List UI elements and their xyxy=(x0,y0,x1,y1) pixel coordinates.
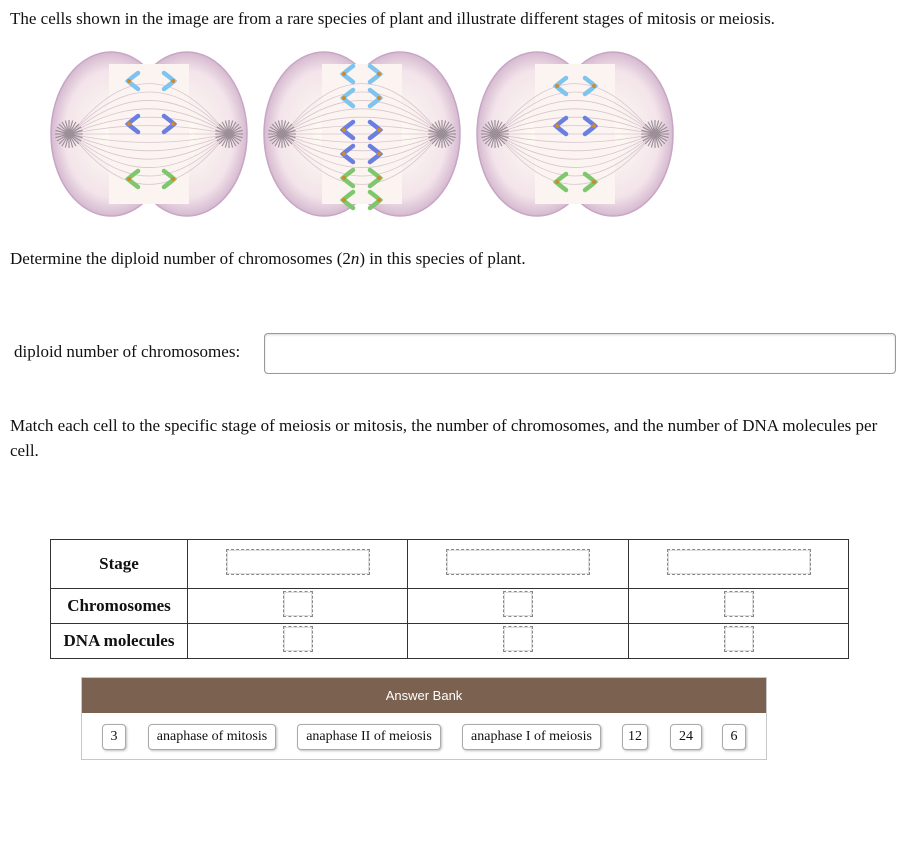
cell-2-stage-slot[interactable] xyxy=(408,540,629,589)
chromosomes-row xyxy=(51,589,849,624)
answer-chip[interactable]: anaphase II of meiosis xyxy=(297,724,441,750)
cell-3-image xyxy=(477,52,673,216)
diploid-input[interactable] xyxy=(264,333,896,374)
diploid-label: diploid number of chromosomes: xyxy=(14,342,241,361)
question-intro: The cells shown in the image are from a rare species of plant and illustrate different stages of mitosis or meiosis. xyxy=(10,9,775,28)
cell-3-dna-slot[interactable] xyxy=(629,624,849,659)
cell-2-image xyxy=(264,52,460,216)
match-prompt: Match each cell to the specific stage of meiosis or mitosis, the number of chromosomes, and the number of DNA molecules per cell. xyxy=(10,416,878,460)
cell-3-chromosomes-slot[interactable] xyxy=(629,589,849,624)
cell-3-stage-slot[interactable] xyxy=(629,540,849,589)
cell-1-chromosomes-slot[interactable] xyxy=(188,589,408,624)
drop-target[interactable] xyxy=(283,591,313,617)
row-header-chromosomes: Chromosomes xyxy=(51,589,188,624)
drop-target[interactable] xyxy=(667,549,811,575)
answer-chip[interactable]: 12 xyxy=(622,724,648,750)
drop-target[interactable] xyxy=(503,626,533,652)
answer-chip[interactable]: anaphase I of meiosis xyxy=(462,724,601,750)
drop-target[interactable] xyxy=(724,591,754,617)
cell-1-image xyxy=(51,52,247,216)
cell-2-chromosomes-slot[interactable] xyxy=(408,589,629,624)
cell-2-dna-slot[interactable] xyxy=(408,624,629,659)
dna-row xyxy=(51,624,849,659)
answer-chip[interactable]: anaphase of mitosis xyxy=(148,724,276,750)
answer-chip[interactable]: 3 xyxy=(102,724,126,750)
answer-chip[interactable]: 24 xyxy=(670,724,702,750)
cell-images xyxy=(48,46,678,226)
drop-target[interactable] xyxy=(503,591,533,617)
drop-target[interactable] xyxy=(283,626,313,652)
drop-target[interactable] xyxy=(446,549,590,575)
answer-chip[interactable]: 6 xyxy=(722,724,746,750)
diploid-prompt: Determine the diploid number of chromosomes (2n) in this species of plant. xyxy=(10,249,526,268)
cell-1-stage-slot[interactable] xyxy=(188,540,408,589)
answer-bank-title: Answer Bank xyxy=(82,678,766,713)
match-table xyxy=(50,539,849,659)
drop-target[interactable] xyxy=(724,626,754,652)
row-header-stage: Stage xyxy=(51,540,188,589)
row-header-dna: DNA molecules xyxy=(51,624,188,659)
stage-row xyxy=(51,540,849,589)
cell-1-dna-slot[interactable] xyxy=(188,624,408,659)
drop-target[interactable] xyxy=(226,549,370,575)
